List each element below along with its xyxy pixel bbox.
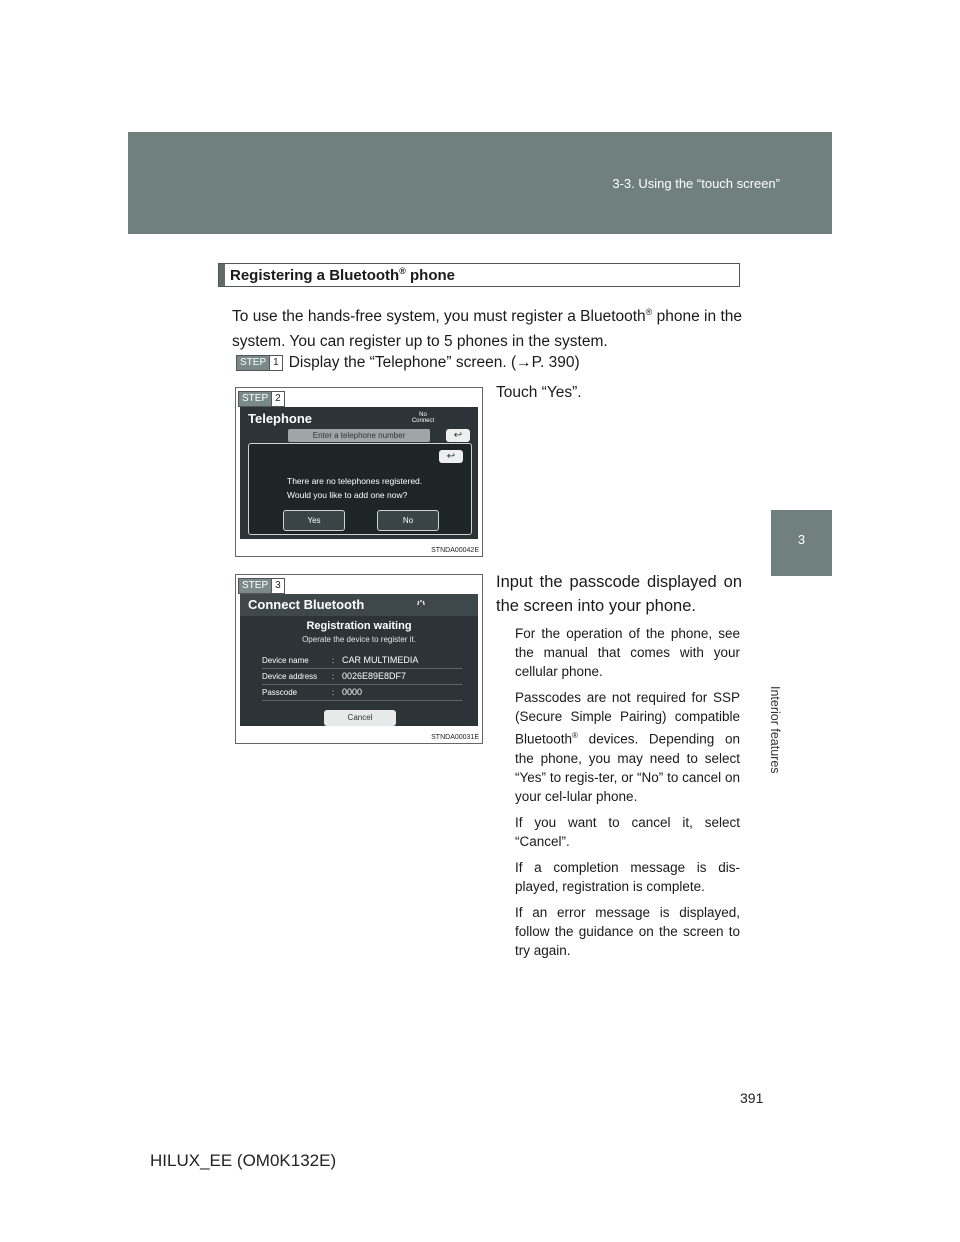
no-connect-status: No Connect xyxy=(411,412,435,424)
connect-bluetooth-screen xyxy=(240,594,478,726)
dialog-message-line-1: There are no telephones registered. xyxy=(287,476,423,486)
registration-instruction: Operate the device to register it. xyxy=(302,635,416,644)
section-title: Registering a Bluetooth® phone xyxy=(230,266,455,284)
section-heading-bar xyxy=(219,264,225,286)
section-heading xyxy=(218,263,740,287)
step-2-badge: STEP 2 xyxy=(238,391,285,407)
page-number: 391 xyxy=(740,1090,764,1106)
figure-code-1: STNDA00042E xyxy=(431,547,479,554)
footer-code: HILUX_EE (OM0K132E) xyxy=(150,1151,337,1170)
device-name-row: Device name : CAR MULTIMEDIA xyxy=(262,654,462,669)
note-error: If an error message is displayed, follow the guidance on the screen to try again. xyxy=(515,904,740,958)
loading-icon xyxy=(416,599,426,609)
intro-paragraph: To use the hands-free system, you must register a Bluetooth® phone in the system. You can register up to 5 phones in the system. xyxy=(232,307,742,351)
chapter-label: Interior features xyxy=(768,686,782,774)
registration-status: Registration waiting xyxy=(306,620,412,632)
no-phones-dialog xyxy=(248,443,472,535)
yes-button[interactable]: Yes xyxy=(283,510,345,531)
top-back-icon[interactable]: ↩ xyxy=(446,429,470,442)
step-1-badge: STEP 1 xyxy=(236,355,283,371)
dialog-back-icon[interactable]: ↩ xyxy=(439,450,463,463)
telephone-screen-illustration xyxy=(235,387,483,557)
section-label: 3-3. Using the “touch screen” xyxy=(612,176,780,191)
chapter-number: 3 xyxy=(797,532,806,547)
step-1-text: Display the “Telephone” screen. (→P. 390) xyxy=(288,354,580,371)
connect-bluetooth-illustration xyxy=(235,574,483,744)
passcode-row: Passcode : 0000 xyxy=(262,686,462,701)
no-button[interactable]: No xyxy=(377,510,439,531)
dialog-message-line-2: Would you like to add one now? xyxy=(287,490,408,500)
note-cancel: If you want to cancel it, select “Cancel”. xyxy=(515,814,740,849)
connect-bluetooth-title: Connect Bluetooth xyxy=(248,597,365,612)
note-ssp: Passcodes are not required for SSP (Secure Simple Pairing) compatible Bluetooth® devices. Depending on the phone, you may need to select “Yes” to regis-ter, or “No” to cancel on your cel-lular phone. xyxy=(515,690,740,804)
step-1 xyxy=(236,354,580,372)
step-2-text: Touch “Yes”. xyxy=(496,384,582,401)
note-phone-manual: For the operation of the phone, see the manual that comes with your cellular phone. xyxy=(515,626,740,679)
step-3-badge: STEP 3 xyxy=(238,578,285,594)
step-3-text: Input the passcode displayed on the screen into your phone. xyxy=(496,573,742,615)
step-3-notes xyxy=(515,624,740,967)
cancel-button[interactable]: Cancel xyxy=(324,710,396,726)
enter-number-field[interactable]: Enter a telephone number xyxy=(288,429,430,442)
telephone-title: Telephone xyxy=(248,411,313,426)
device-address-row: Device address : 0026E89E8DF7 xyxy=(262,670,462,685)
telephone-screen xyxy=(240,407,478,539)
note-completion: If a completion message is dis-played, registration is complete. xyxy=(515,859,740,894)
figure-code-2: STNDA00031E xyxy=(431,734,479,741)
